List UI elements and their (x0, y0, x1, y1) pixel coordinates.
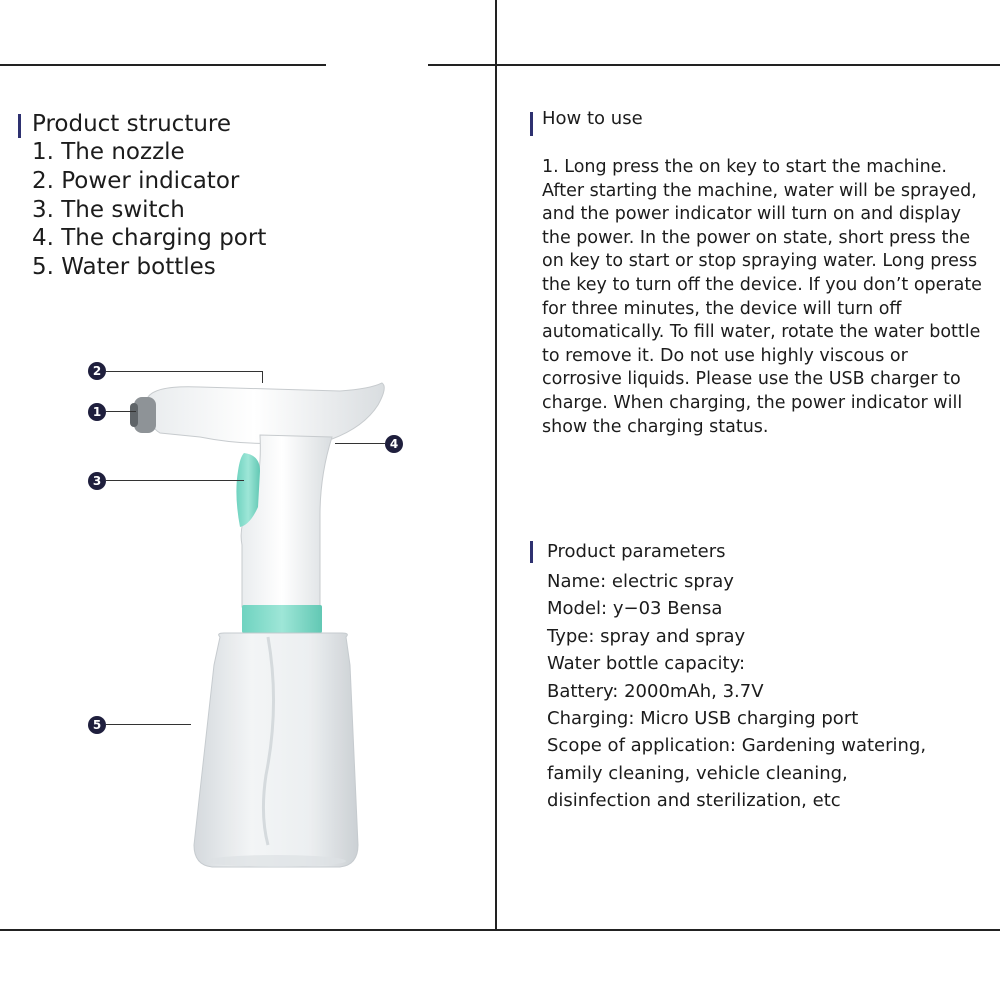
parameter-item: Type: spray and spray (547, 625, 746, 647)
structure-item: 5. Water bottles (32, 254, 216, 281)
parameters-accent-bar (530, 541, 533, 563)
callout-5-line (106, 724, 191, 725)
callout-4-marker: 4 (385, 435, 403, 453)
structure-item: 1. The nozzle (32, 139, 185, 165)
sprayer-head (148, 383, 385, 443)
structure-item: 2. Power indicator (32, 167, 240, 194)
structure-title: Product structure (32, 111, 232, 137)
callout-1-marker: 1 (88, 403, 106, 421)
water-bottle (194, 633, 358, 867)
parameter-item: Charging: Micro USB charging port (547, 708, 859, 730)
callout-2-marker: 2 (88, 362, 106, 380)
parameter-item: Scope of application: Gardening watering, (547, 735, 927, 757)
parameter-item: Name: electric spray (547, 571, 734, 592)
parameter-item: family cleaning, vehicle cleaning, (547, 762, 848, 784)
parameter-item: Model: y−03 Bensa (547, 598, 723, 620)
center-divider (495, 0, 497, 930)
spray-bottle-illustration (120, 375, 400, 895)
structure-list (32, 138, 266, 282)
parameter-item: Battery: 2000mAh, 3.7V (547, 680, 764, 702)
parameter-item: disinfection and sterilization, etc (547, 790, 841, 812)
top-left-rule (0, 64, 326, 66)
parameters-list (547, 568, 926, 815)
how-to-use-accent-bar (530, 112, 533, 136)
structure-accent-bar (18, 114, 21, 138)
callout-3-line (106, 480, 244, 481)
how-to-use-body: 1. Long press the on key to start the machine. After starting the machine, water will be sprayed, and the power indicator will turn on and display the power. In the power on state, short press the on key to start or stop spraying water. Long press the key to turn off the device. If you don’t operate for three minutes, the device will turn off automatically. To fill water, rotate the water bottle to remove it. Do not use highly viscous or corrosive liquids. Please use the USB charger to charge. When charging, the power indicator will show the charging status. (542, 157, 982, 437)
how-to-use-title: How to use (542, 108, 643, 129)
bottom-rule (0, 929, 1000, 931)
top-right-rule (428, 64, 1000, 66)
parameters-title: Product parameters (547, 541, 726, 562)
callout-2-line (106, 371, 263, 372)
callout-3-marker: 3 (88, 472, 106, 490)
structure-item: 4. The charging port (32, 225, 267, 252)
callout-4-line (335, 443, 385, 444)
teal-collar (242, 605, 322, 633)
parameter-item: Water bottle capacity: (547, 653, 746, 675)
callout-5-marker: 5 (88, 716, 106, 734)
callout-1-line (106, 411, 136, 412)
structure-item: 3. The switch (32, 196, 185, 223)
